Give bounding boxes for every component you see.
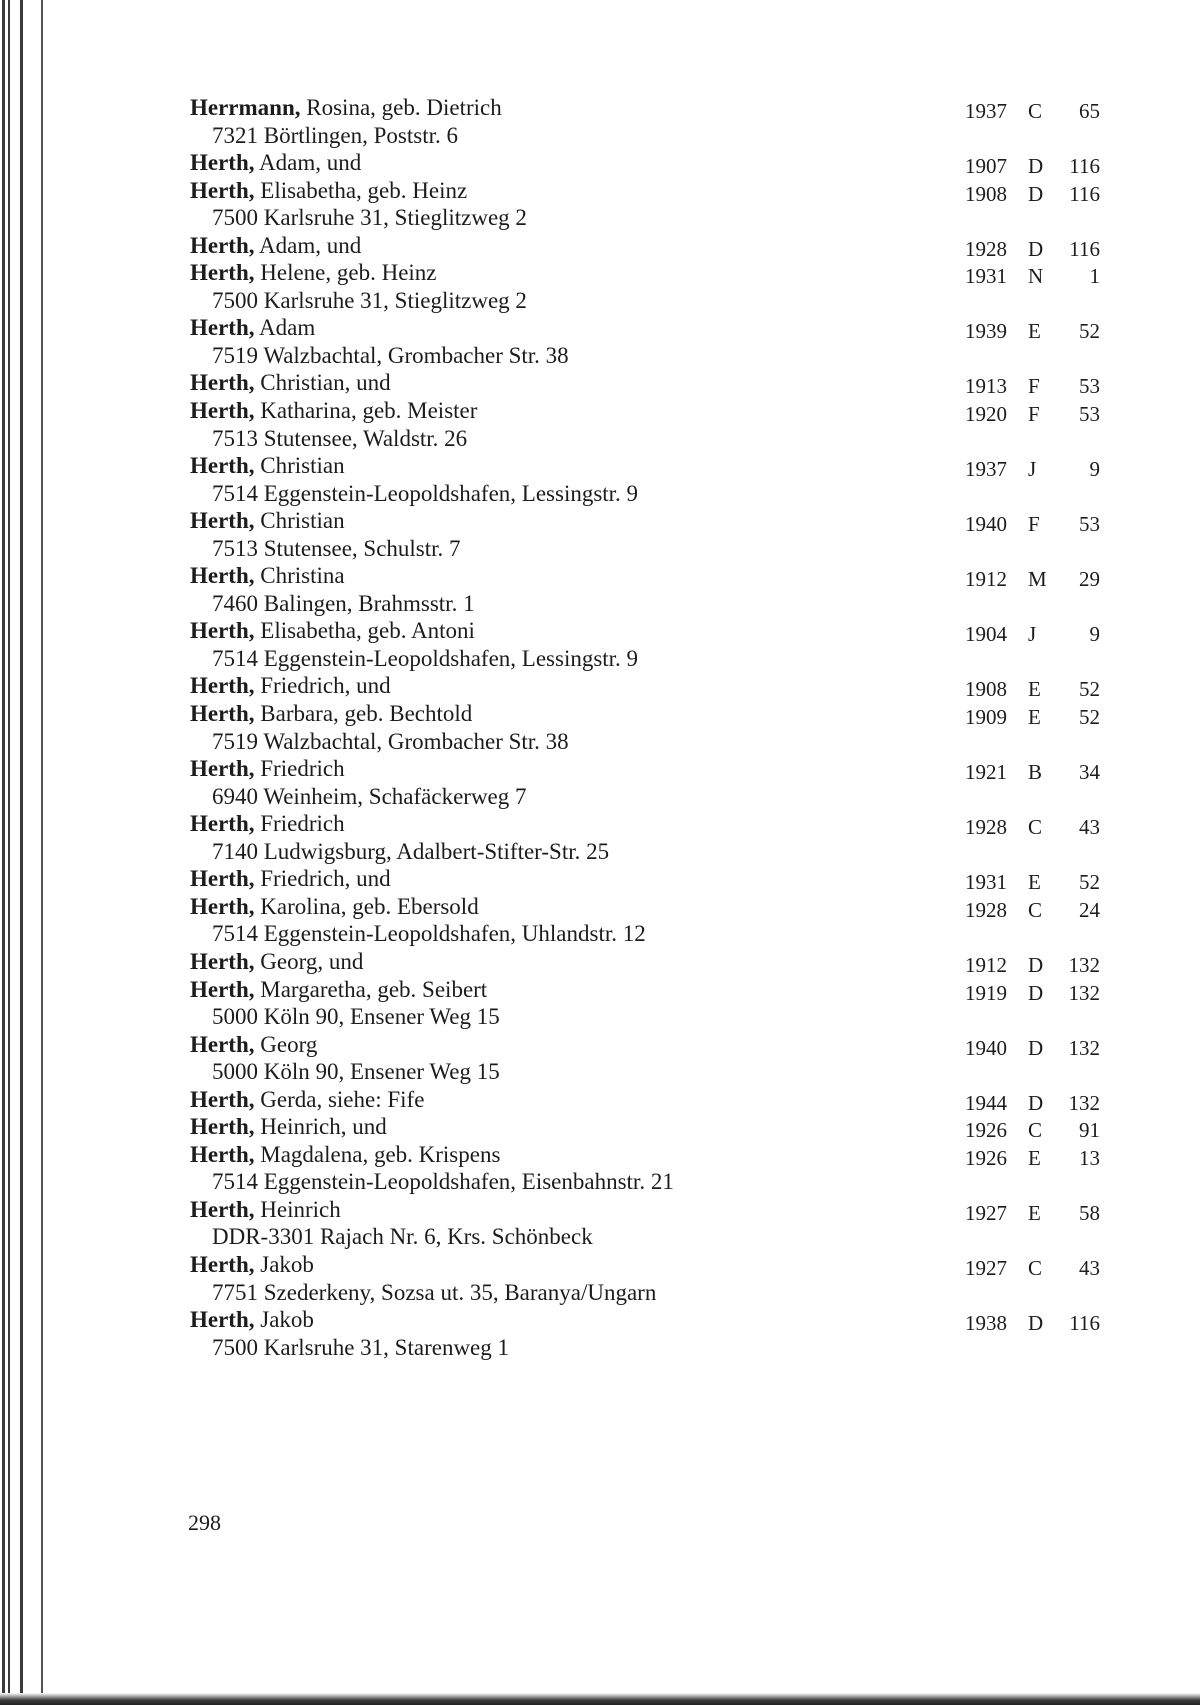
reference-number: 43 — [1079, 1255, 1100, 1280]
year: 1938 — [965, 1311, 1007, 1336]
reference-number: 1 — [1089, 264, 1100, 289]
reference-letter: C — [1028, 1255, 1043, 1280]
address-line — [0, 920, 1200, 948]
given-name: Karolina, geb. Ebersold — [254, 893, 479, 919]
person-name — [190, 617, 475, 645]
given-name: Christian — [254, 453, 345, 479]
year: 1931 — [965, 264, 1007, 289]
reference-number: 9 — [1089, 457, 1100, 482]
reference-number: 132 — [1068, 952, 1100, 977]
surname: Herth, — [190, 370, 255, 396]
reference-letter: J — [1028, 457, 1037, 482]
surname: Herth, — [190, 1307, 255, 1333]
given-name: Elisabetha, geb. Antoni — [254, 618, 475, 644]
person-entry — [0, 149, 1200, 177]
person-entry — [0, 562, 1200, 590]
person-entry — [0, 1141, 1200, 1169]
given-name: Barbara, geb. Bechtold — [254, 701, 473, 727]
surname: Herth, — [190, 1086, 255, 1112]
person-name — [190, 1086, 424, 1114]
year: 1937 — [965, 457, 1007, 482]
person-entry — [0, 452, 1200, 480]
reference-number: 53 — [1079, 374, 1100, 399]
year: 1907 — [965, 154, 1007, 179]
reference-number: 132 — [1068, 1090, 1100, 1115]
given-name: Heinrich, und — [254, 1114, 387, 1140]
surname: Herth, — [190, 1251, 255, 1277]
given-name: Friedrich, und — [254, 673, 391, 699]
person-name — [190, 1306, 314, 1334]
person-name — [190, 1113, 387, 1141]
reference-letter: D — [1028, 1090, 1044, 1115]
given-name: Helene, geb. Heinz — [254, 260, 437, 286]
year: 1908 — [965, 181, 1007, 206]
year: 1940 — [965, 1035, 1007, 1060]
reference-number: 52 — [1079, 870, 1100, 895]
person-name — [190, 672, 391, 700]
year: 1909 — [965, 705, 1007, 730]
address-line — [0, 645, 1200, 673]
address-line — [0, 1223, 1200, 1251]
reference-letter: D — [1028, 1035, 1044, 1060]
address-line — [0, 1279, 1200, 1307]
address-line — [0, 425, 1200, 453]
reference-letter: E — [1028, 1200, 1041, 1225]
year: 1937 — [965, 99, 1007, 123]
given-name: Georg — [254, 1031, 318, 1057]
person-entry — [0, 1086, 1200, 1114]
address-line — [0, 1058, 1200, 1086]
reference-number: 43 — [1079, 815, 1100, 840]
address-text: 5000 Köln 90, Ensener Weg 15 — [212, 1004, 500, 1030]
given-name: Magdalena, geb. Krispens — [254, 1141, 501, 1167]
person-entry — [0, 700, 1200, 728]
year: 1928 — [965, 236, 1007, 261]
address-text: 7321 Börtlingen, Poststr. 6 — [212, 122, 458, 148]
address-line — [0, 287, 1200, 315]
surname: Herth, — [190, 1196, 255, 1222]
person-name — [190, 700, 472, 728]
address-text: 7751 Szederkeny, Sozsa ut. 35, Baranya/Ungarn — [212, 1279, 657, 1305]
person-entry — [0, 617, 1200, 645]
year: 1944 — [965, 1090, 1007, 1115]
address-line — [0, 122, 1200, 150]
person-name — [190, 94, 502, 122]
reference-number: 34 — [1079, 760, 1100, 785]
given-name: Adam, und — [254, 232, 362, 258]
person-entry — [0, 865, 1200, 893]
reference-number: 52 — [1079, 319, 1100, 344]
person-entry — [0, 810, 1200, 838]
person-entry — [0, 397, 1200, 425]
year: 1926 — [965, 1145, 1007, 1170]
reference-number: 24 — [1079, 897, 1100, 922]
address-text: 7500 Karlsruhe 31, Starenweg 1 — [212, 1334, 510, 1360]
person-entry — [0, 893, 1200, 921]
address-line — [0, 1003, 1200, 1031]
surname: Herth, — [190, 150, 255, 176]
surname: Herth, — [190, 260, 255, 286]
person-entry — [0, 755, 1200, 783]
person-name — [190, 259, 437, 287]
person-name — [190, 1031, 317, 1059]
person-name — [190, 452, 345, 480]
person-name — [190, 1251, 314, 1279]
surname: Herth, — [190, 508, 255, 534]
reference-number: 91 — [1079, 1118, 1100, 1143]
person-name — [190, 1141, 500, 1169]
given-name: Friedrich, und — [254, 866, 391, 892]
address-line — [0, 480, 1200, 508]
person-name — [190, 1196, 341, 1224]
person-entry — [0, 177, 1200, 205]
reference-letter: D — [1028, 181, 1044, 206]
surname: Herth, — [190, 1141, 255, 1167]
address-line — [0, 342, 1200, 370]
reference-letter: F — [1028, 402, 1040, 427]
address-text: 5000 Köln 90, Ensener Weg 15 — [212, 1059, 500, 1085]
person-entry — [0, 507, 1200, 535]
address-text: 7140 Ludwigsburg, Adalbert-Stifter-Str. 25 — [212, 838, 610, 864]
person-name — [190, 755, 345, 783]
person-name — [190, 865, 391, 893]
given-name: Rosina, geb. Dietrich — [300, 95, 502, 120]
reference-letter: C — [1028, 1118, 1043, 1143]
person-name — [190, 893, 479, 921]
person-name — [190, 562, 345, 590]
reference-letter: F — [1028, 374, 1040, 399]
address-line — [0, 1168, 1200, 1196]
given-name: Friedrich — [254, 756, 345, 782]
reference-number: 116 — [1069, 181, 1100, 206]
surname: Herth, — [190, 1114, 255, 1140]
address-text: 7514 Eggenstein-Leopoldshafen, Lessingstr. 9 — [212, 480, 639, 506]
reference-number: 116 — [1069, 1311, 1100, 1336]
address-text: 7513 Stutensee, Schulstr. 7 — [212, 535, 461, 561]
reference-letter: F — [1028, 512, 1040, 537]
person-name — [190, 314, 315, 342]
address-text: 7460 Balingen, Brahmsstr. 1 — [212, 590, 475, 616]
person-entry — [0, 1031, 1200, 1059]
given-name: Georg, und — [254, 948, 364, 974]
person-name — [190, 177, 467, 205]
surname: Herth, — [190, 1031, 255, 1057]
surname: Herth, — [190, 893, 255, 919]
reference-letter: E — [1028, 677, 1041, 702]
person-entry — [0, 1251, 1200, 1279]
person-name — [190, 369, 391, 397]
reference-letter: C — [1028, 99, 1043, 123]
address-text: 7500 Karlsruhe 31, Stieglitzweg 2 — [212, 205, 527, 231]
reference-letter: E — [1028, 705, 1041, 730]
reference-letter: C — [1028, 897, 1043, 922]
person-entry — [0, 1196, 1200, 1224]
reference-number: 53 — [1079, 512, 1100, 537]
address-line — [0, 783, 1200, 811]
given-name: Gerda, siehe: Fife — [254, 1086, 425, 1112]
surname: Herrmann, — [190, 95, 301, 120]
surname: Herth, — [190, 618, 255, 644]
year: 1927 — [965, 1200, 1007, 1225]
person-name — [190, 948, 363, 976]
reference-number: 65 — [1079, 99, 1100, 123]
address-line — [0, 204, 1200, 232]
reference-number: 52 — [1079, 677, 1100, 702]
person-entry — [0, 232, 1200, 260]
surname: Herth, — [190, 756, 255, 782]
reference-number: 116 — [1069, 236, 1100, 261]
reference-number: 9 — [1089, 622, 1100, 647]
address-text: 7514 Eggenstein-Leopoldshafen, Eisenbahnstr. 21 — [212, 1169, 674, 1195]
surname: Herth, — [190, 811, 255, 837]
person-entry — [0, 672, 1200, 700]
person-entry — [0, 369, 1200, 397]
year: 1927 — [965, 1255, 1007, 1280]
year: 1920 — [965, 402, 1007, 427]
reference-letter: N — [1028, 264, 1044, 289]
year: 1908 — [965, 677, 1007, 702]
person-entry — [0, 948, 1200, 976]
reference-letter: E — [1028, 870, 1041, 895]
reference-number: 52 — [1079, 705, 1100, 730]
surname: Herth, — [190, 315, 255, 341]
surname: Herth, — [190, 563, 255, 589]
reference-letter: C — [1028, 815, 1043, 840]
year: 1931 — [965, 870, 1007, 895]
reference-number: 132 — [1068, 1035, 1100, 1060]
year: 1919 — [965, 980, 1007, 1005]
directory-entry-list — [0, 94, 1200, 1361]
given-name: Jakob — [254, 1251, 314, 1277]
given-name: Elisabetha, geb. Heinz — [254, 177, 468, 203]
surname: Herth, — [190, 398, 255, 424]
surname: Herth, — [190, 866, 255, 892]
reference-number: 58 — [1079, 1200, 1100, 1225]
reference-number: 29 — [1079, 567, 1100, 592]
reference-letter: D — [1028, 154, 1044, 179]
address-line — [0, 1334, 1200, 1362]
address-text: DDR-3301 Rajach Nr. 6, Krs. Schönbeck — [212, 1224, 593, 1250]
reference-letter: J — [1028, 622, 1037, 647]
person-entry — [0, 259, 1200, 287]
given-name: Katharina, geb. Meister — [254, 398, 478, 424]
reference-letter: D — [1028, 980, 1044, 1005]
reference-number: 116 — [1069, 154, 1100, 179]
address-line — [0, 728, 1200, 756]
surname: Herth, — [190, 232, 255, 258]
year: 1939 — [965, 319, 1007, 344]
year: 1928 — [965, 897, 1007, 922]
given-name: Christian, und — [254, 370, 391, 396]
page-bottom-edge — [0, 1693, 1200, 1705]
given-name: Jakob — [254, 1307, 314, 1333]
given-name: Adam — [254, 315, 316, 341]
address-text: 7514 Eggenstein-Leopoldshafen, Uhlandstr. 12 — [212, 921, 646, 947]
address-text: 7519 Walzbachtal, Grombacher Str. 38 — [212, 728, 569, 754]
given-name: Margaretha, geb. Seibert — [254, 976, 488, 1002]
person-entry — [0, 94, 1200, 122]
surname: Herth, — [190, 673, 255, 699]
year: 1912 — [965, 567, 1007, 592]
surname: Herth, — [190, 976, 255, 1002]
reference-letter: B — [1028, 760, 1043, 785]
year: 1926 — [965, 1118, 1007, 1143]
address-line — [0, 590, 1200, 618]
address-line — [0, 838, 1200, 866]
year: 1912 — [965, 952, 1007, 977]
person-name — [190, 810, 345, 838]
reference-letter: E — [1028, 319, 1041, 344]
reference-letter: M — [1028, 567, 1047, 592]
person-entry — [0, 1306, 1200, 1334]
given-name: Adam, und — [254, 150, 362, 176]
address-text: 7513 Stutensee, Waldstr. 26 — [212, 425, 468, 451]
given-name: Heinrich — [254, 1196, 341, 1222]
person-name — [190, 976, 487, 1004]
year: 1928 — [965, 815, 1007, 840]
reference-letter: D — [1028, 1311, 1044, 1336]
surname: Herth, — [190, 701, 255, 727]
reference-number: 53 — [1079, 402, 1100, 427]
year: 1913 — [965, 374, 1007, 399]
surname: Herth, — [190, 948, 255, 974]
given-name: Friedrich — [254, 811, 345, 837]
reference-letter: E — [1028, 1145, 1041, 1170]
address-text: 7519 Walzbachtal, Grombacher Str. 38 — [212, 342, 569, 368]
surname: Herth, — [190, 453, 255, 479]
address-line — [0, 535, 1200, 563]
person-name — [190, 149, 361, 177]
person-entry — [0, 1113, 1200, 1141]
given-name: Christina — [254, 563, 345, 589]
reference-number: 13 — [1079, 1145, 1100, 1170]
page-number: 298 — [188, 1510, 221, 1535]
person-entry — [0, 314, 1200, 342]
year: 1904 — [965, 622, 1007, 647]
surname: Herth, — [190, 177, 255, 203]
year: 1921 — [965, 760, 1007, 785]
reference-letter: D — [1028, 952, 1044, 977]
reference-number: 132 — [1068, 980, 1100, 1005]
year: 1940 — [965, 512, 1007, 537]
address-text: 7514 Eggenstein-Leopoldshafen, Lessingstr. 9 — [212, 645, 639, 671]
address-text: 6940 Weinheim, Schafäckerweg 7 — [212, 783, 527, 809]
address-text: 7500 Karlsruhe 31, Stieglitzweg 2 — [212, 287, 527, 313]
person-entry — [0, 976, 1200, 1004]
person-name — [190, 397, 477, 425]
person-name — [190, 507, 345, 535]
person-name — [190, 232, 361, 260]
reference-letter: D — [1028, 236, 1044, 261]
given-name: Christian — [254, 508, 345, 534]
